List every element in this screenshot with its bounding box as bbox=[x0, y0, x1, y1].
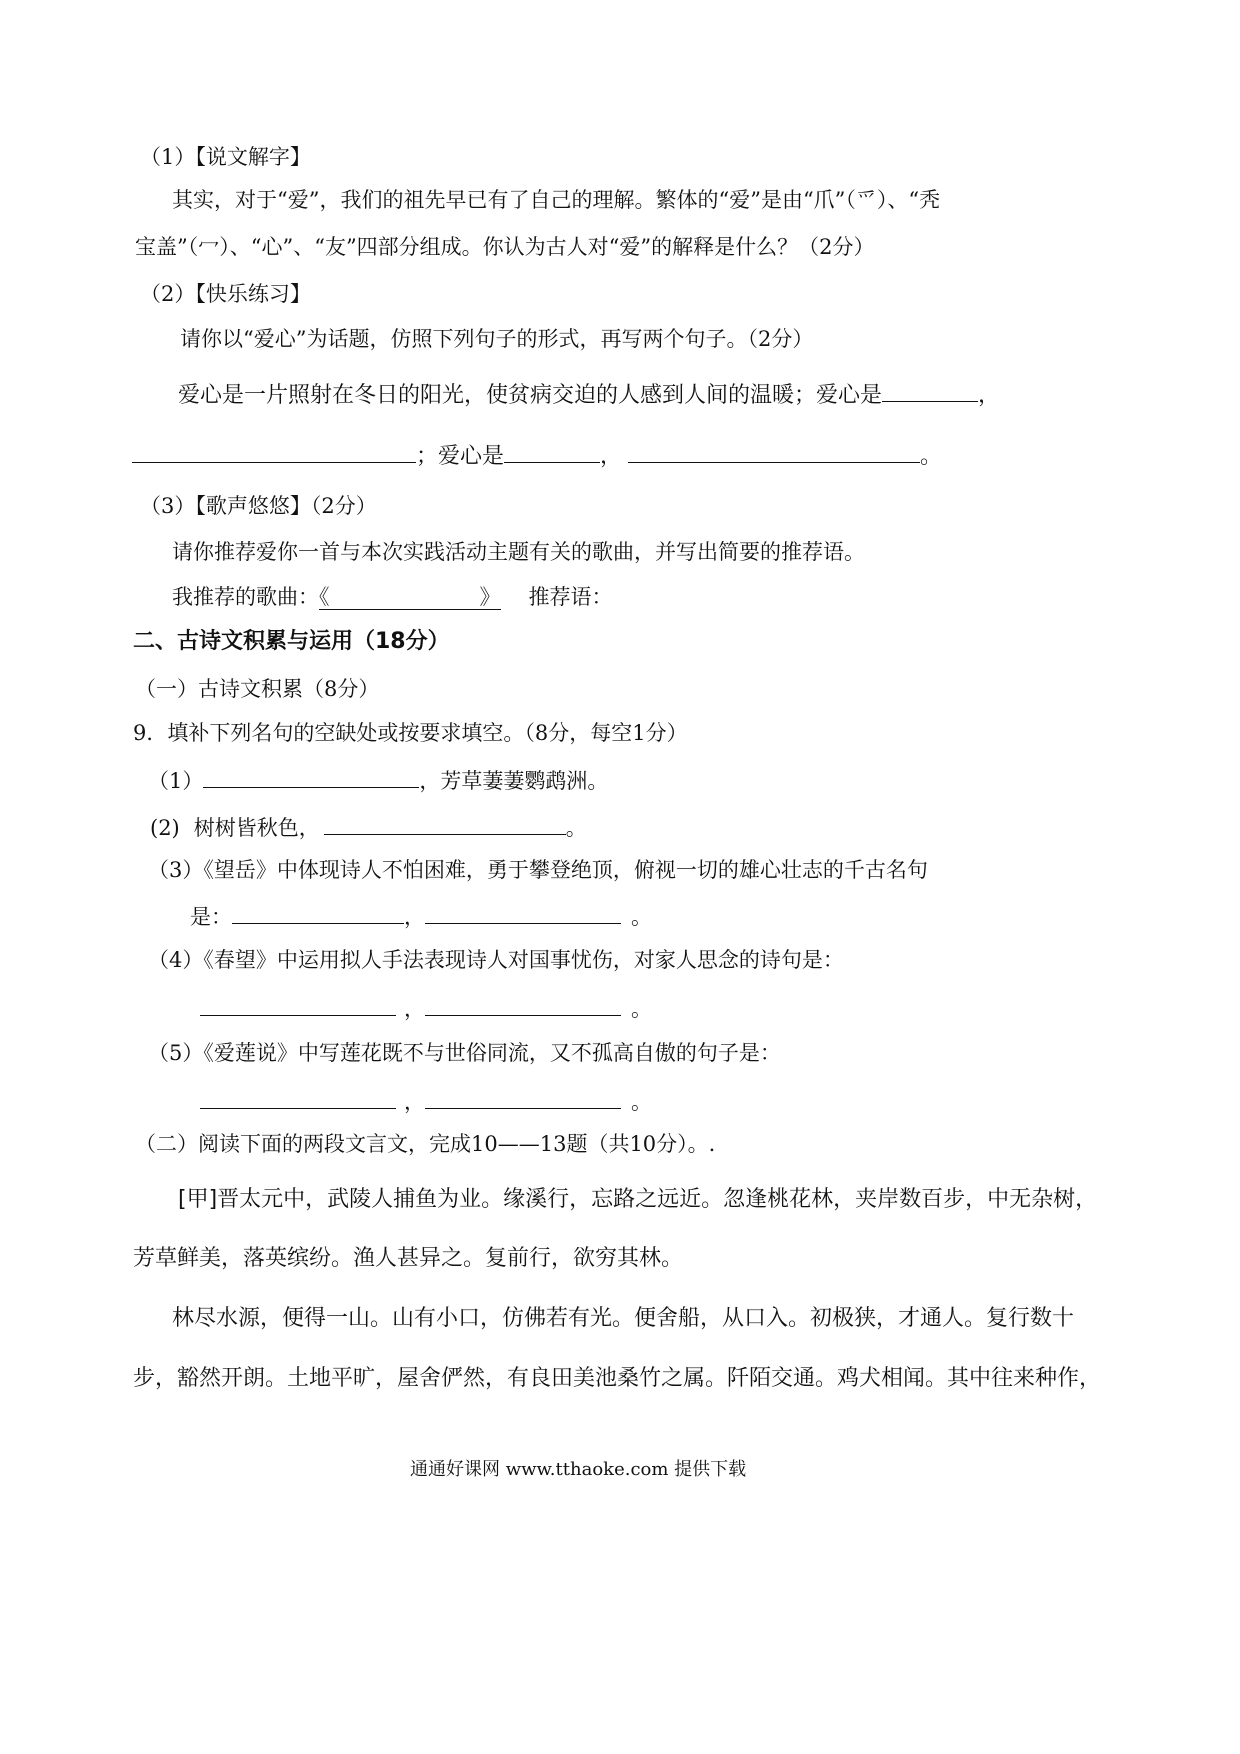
passage-line2: 芳草鲜美，落英缤纷。渔人甚异之。复前行，欲穷其林。 bbox=[133, 1246, 684, 1271]
q3-song-line bbox=[172, 583, 613, 611]
recommendation-label: 推荐语： bbox=[528, 585, 613, 609]
answer-blank[interactable] bbox=[425, 1086, 621, 1109]
section2-sub1: （一）古诗文积累（8分） bbox=[135, 677, 380, 701]
period: 。 bbox=[920, 444, 943, 469]
q9-1 bbox=[148, 765, 608, 795]
answer-blank[interactable] bbox=[504, 440, 600, 463]
book-bracket-close: 》 bbox=[479, 585, 501, 609]
q9-3-label: 是： bbox=[190, 905, 232, 929]
book-bracket-open: 《 bbox=[319, 585, 330, 609]
q9-2 bbox=[150, 812, 587, 842]
period: 。 bbox=[631, 1090, 652, 1114]
q1-text-line2: 宝盖”（冖）、“心”、“友”四部分组成。你认为古人对“爱”的解释是什么？（2分） bbox=[135, 235, 875, 259]
comma: ， bbox=[404, 1090, 425, 1114]
q2-instruction: 请你以“爱心”为话题，仿照下列句子的形式，再写两个句子。（2分） bbox=[180, 327, 814, 351]
q9-2-label: (2) bbox=[150, 816, 180, 840]
q9-1-text: ，芳草萋萋鹦鹉洲。 bbox=[419, 769, 609, 793]
answer-blank[interactable] bbox=[200, 993, 396, 1016]
answer-blank[interactable] bbox=[324, 812, 566, 835]
answer-blank[interactable] bbox=[425, 901, 621, 924]
q2-example-text: 爱心是一片照射在冬日的阳光，使贫病交迫的人感到人间的温暖；爱心是 bbox=[178, 383, 883, 408]
song-label: 我推荐的歌曲： bbox=[172, 585, 319, 609]
answer-blank[interactable] bbox=[232, 901, 404, 924]
passage-line3: 林尽水源，便得一山。山有小口，仿佛若有光。便舍船，从口入。初极狭，才通人。复行数十 bbox=[172, 1306, 1075, 1331]
q9-2-text: 树树皆秋色， bbox=[193, 816, 320, 840]
q9-3-line1: （3）《望岳》中体现诗人不怕困难，勇于攀登绝顶，俯视一切的雄心壮志的千古名句 bbox=[148, 858, 928, 882]
period: 。 bbox=[631, 997, 652, 1021]
q9-4-line2 bbox=[200, 993, 652, 1023]
answer-blank[interactable] bbox=[425, 993, 621, 1016]
period: 。 bbox=[631, 905, 652, 929]
q9-1-label: （1） bbox=[148, 769, 204, 793]
song-title-blank[interactable] bbox=[319, 585, 501, 610]
answer-blank[interactable] bbox=[882, 379, 978, 402]
q3-label: （3）【歌声悠悠】（2分） bbox=[140, 494, 377, 518]
q9-3-line2 bbox=[190, 901, 652, 931]
comma: ， bbox=[978, 383, 1001, 408]
q9-5-line1: （5）《爱莲说》中写莲花既不与世俗同流，又不孤高自傲的句子是： bbox=[148, 1041, 781, 1065]
q2-example-line2 bbox=[132, 440, 942, 471]
answer-blank[interactable] bbox=[200, 1086, 396, 1109]
section2-title: 二、古诗文积累与运用（18分） bbox=[133, 629, 450, 654]
q9-4-line1: （4）《春望》中运用拟人手法表现诗人对国事忧伤，对家人思念的诗句是： bbox=[148, 948, 844, 972]
answer-blank[interactable] bbox=[628, 440, 920, 463]
answer-blank[interactable] bbox=[203, 765, 419, 788]
footer-source: 通通好课网 www.tthaoke.com 提供下载 bbox=[410, 1459, 747, 1480]
q1-label: （1）【说文解字】 bbox=[140, 145, 311, 169]
period: 。 bbox=[565, 816, 587, 840]
q9-5-line2 bbox=[200, 1086, 652, 1116]
comma: ， bbox=[404, 905, 425, 929]
answer-blank[interactable] bbox=[132, 440, 416, 463]
semicolon-love-text: ；爱心是 bbox=[416, 444, 505, 469]
comma: ， bbox=[404, 997, 425, 1021]
passage-line4: 步，豁然开朗。土地平旷，屋舍俨然，有良田美池桑竹之属。阡陌交通。鸡犬相闻。其中往来种作， bbox=[133, 1366, 1102, 1391]
q3-instruction: 请你推荐爱你一首与本次实践活动主题有关的歌曲，并写出简要的推荐语。 bbox=[172, 540, 865, 564]
q2-label: （2）【快乐练习】 bbox=[140, 282, 311, 306]
passage-line1: [甲]晋太元中，武陵人捕鱼为业。缘溪行，忘路之远近。忽逢桃花林，夹岸数百步，中无杂树， bbox=[178, 1187, 1098, 1212]
q1-text-line1: 其实，对于“爱”，我们的祖先早已有了自己的理解。繁体的“爱”是由“爪”（爫）、“秃 bbox=[172, 188, 941, 212]
q9-instruction: 9．填补下列名句的空缺处或按要求填空。（8分，每空1分） bbox=[133, 721, 688, 745]
q2-example-line1 bbox=[178, 379, 1000, 410]
comma: ， bbox=[600, 444, 623, 469]
section2-sub2: （二）阅读下面的两段文言文，完成10——13题（共10分）。. bbox=[135, 1132, 716, 1156]
